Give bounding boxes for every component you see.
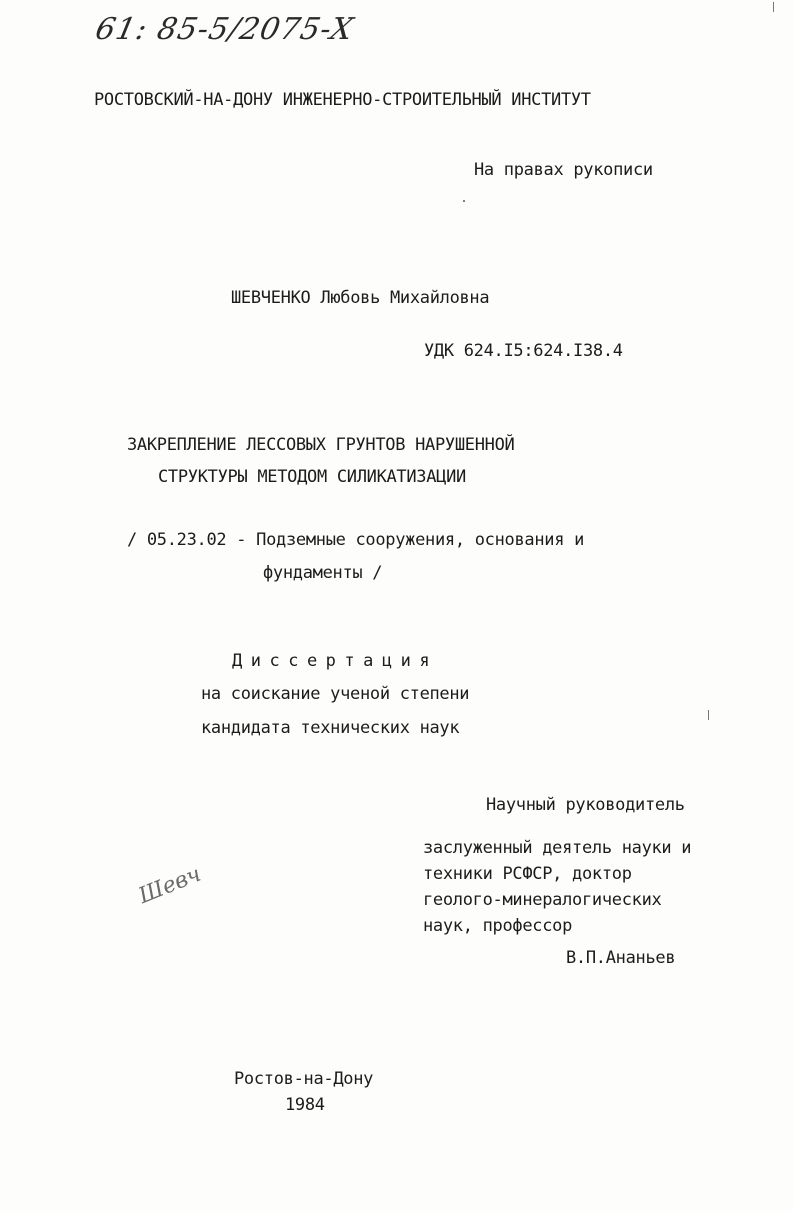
- year: 1984: [285, 1095, 325, 1115]
- specialty-line-2: фундаменты /: [263, 563, 383, 583]
- supervisor-title-line-4: наук, профессор: [423, 916, 573, 936]
- supervisor-title-line-3: геолого-минералогических: [423, 890, 662, 910]
- thesis-title-line-2: СТРУКТУРЫ МЕТОДОМ СИЛИКАТИЗАЦИИ: [158, 467, 466, 487]
- supervisor-title-line-1: заслуженный деятель науки и: [423, 838, 692, 858]
- corner-mark: [773, 2, 774, 12]
- specialty-line-1: / 05.23.02 - Подземные сооружения, основания и: [127, 530, 585, 550]
- udc-code: УДК 624.I5:624.I38.4: [424, 341, 623, 361]
- degree-line-2: кандидата технических наук: [201, 718, 460, 738]
- supervisor-title-line-2: техники РСФСР, доктор: [423, 864, 632, 884]
- degree-line-1: на соискание ученой степени: [201, 684, 470, 704]
- margin-mark: [708, 710, 709, 720]
- author-name: ШЕВЧЕНКО Любовь Михайловна: [231, 288, 490, 308]
- institute-name: РОСТОВСКИЙ-НА-ДОНУ ИНЖЕНЕРНО-СТРОИТЕЛЬНЫЙ ИНСТИТУТ: [94, 90, 591, 110]
- dissertation-heading: Диссертация: [232, 651, 439, 671]
- manuscript-rights: На правах рукописи: [474, 160, 653, 180]
- archive-number: 61: 85-5/2075-X: [92, 12, 357, 47]
- signature: Шевч: [135, 861, 205, 910]
- supervisor-heading: Научный руководитель: [486, 795, 685, 815]
- thesis-title-line-1: ЗАКРЕПЛЕНИЕ ЛЕССОВЫХ ГРУНТОВ НАРУШЕННОЙ: [127, 435, 515, 455]
- supervisor-name: В.П.Ананьев: [566, 948, 676, 968]
- place: Ростов-на-Дону: [234, 1069, 374, 1089]
- speck: [463, 200, 465, 202]
